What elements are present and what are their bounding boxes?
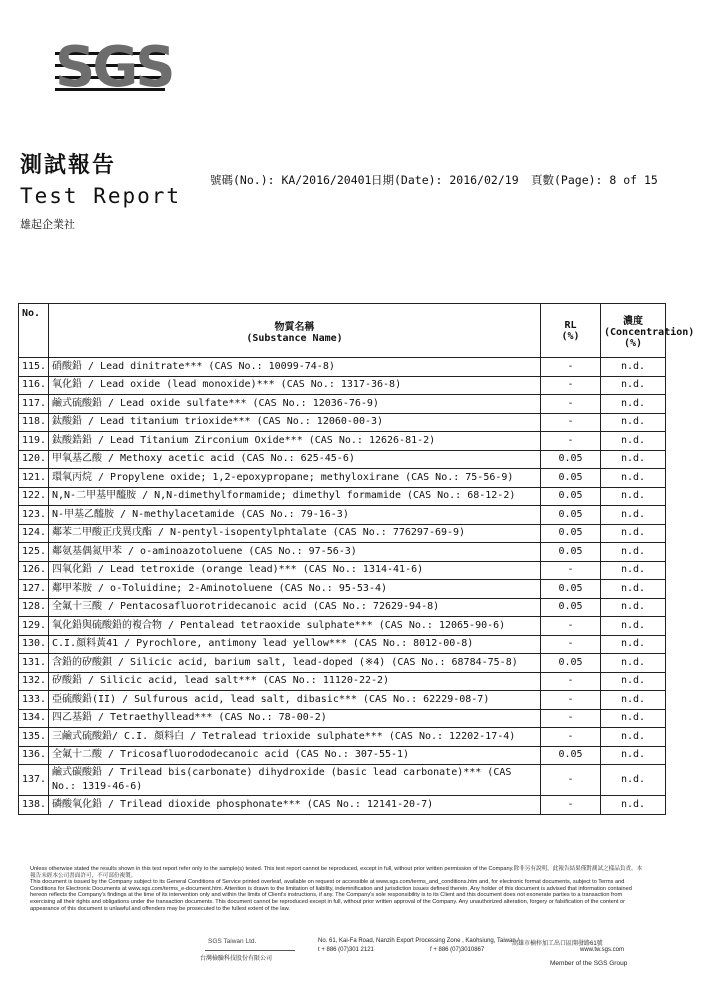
row-number: 121. <box>19 469 49 488</box>
row-number: 118. <box>19 413 49 432</box>
table-row <box>19 358 666 377</box>
row-rl: - <box>541 617 601 636</box>
row-substance: 鈦酸鉛 / Lead titanium trioxide*** (CAS No.: 12060-00-3) <box>49 413 541 432</box>
row-number: 126. <box>19 561 49 580</box>
row-concentration: n.d. <box>601 376 666 395</box>
row-concentration: n.d. <box>601 728 666 747</box>
row-substance: 三鹼式硫酸鉛/ C.I. 顏料白 / Tetralead trioxide sulphate*** (CAS No.: 12202-17-4) <box>49 728 541 747</box>
row-substance: 四氧化鉛 / Lead tetroxide (orange lead)*** (CAS No.: 1314-41-6) <box>49 561 541 580</box>
row-concentration: n.d. <box>601 672 666 691</box>
row-number: 123. <box>19 506 49 525</box>
header-substance-en: (Substance Name) <box>246 332 343 344</box>
row-concentration: n.d. <box>601 561 666 580</box>
row-concentration: n.d. <box>601 506 666 525</box>
row-concentration: n.d. <box>601 654 666 673</box>
row-rl: - <box>541 672 601 691</box>
row-concentration: n.d. <box>601 598 666 617</box>
row-rl: - <box>541 413 601 432</box>
row-substance: 鄰氨基偶氮甲苯 / o-aminoazotoluene (CAS No.: 97-56-3) <box>49 543 541 562</box>
row-number: 127. <box>19 580 49 599</box>
header-conc-cn: 濃度 <box>623 316 643 327</box>
row-substance: 硝酸鉛 / Lead dinitrate*** (CAS No.: 10099-74-8) <box>49 358 541 377</box>
row-substance: 鹼式硫酸鉛 / Lead oxide sulfate*** (CAS No.: 12036-76-9) <box>49 395 541 414</box>
disclaimer-terms: This document is issued by the Company subject to its General Conditions of Service printed overleaf, available on request or accessible at www.sgs.com/terms_and_conditions.htm and, for electronic format documents, subject to Terms and Conditions for Electronic Documents at www.sgs.com/terms_e-document.htm. Attention is drawn to the limitation of liability, indemnification and jurisdiction issues defined therein. Any holder of this document is advised that information contained hereon reflects the Company's findings at the time of its intervention only and within the limits of Client's instructions, if any. The Company's sole responsibility is to its Client and this document does not exonerate parties to a transaction from exercising all their rights and obligations under the transaction documents. This document cannot be reproduced except in full, without prior written approval of the Company. Any unauthorized alteration, forgery or falsification of the content or appearance of this document is unlawful and offenders may be prosecuted to the fullest extent of the law. <box>30 879 632 912</box>
lab-website: www.tw.sgs.com <box>580 947 625 953</box>
table-row <box>19 376 666 395</box>
logo-text: SGS <box>55 35 173 100</box>
row-concentration: n.d. <box>601 487 666 506</box>
table-row <box>19 506 666 525</box>
row-substance: 氧化鉛與硫酸鉛的複合物 / Pentalead tetraoxide sulphate*** (CAS No.: 12065-90-6) <box>49 617 541 636</box>
lab-fax: f + 886 (07)3010867 <box>430 947 485 953</box>
row-rl: - <box>541 709 601 728</box>
row-concentration: n.d. <box>601 617 666 636</box>
report-page: 頁數(Page): 8 of 15 <box>531 173 658 187</box>
row-substance: 鈦酸鋯鉛 / Lead Titanium Zirconium Oxide*** (CAS No.: 12626-81-2) <box>49 432 541 451</box>
footer-divider <box>205 950 295 951</box>
table-row <box>19 450 666 469</box>
table-row <box>19 395 666 414</box>
row-number: 122. <box>19 487 49 506</box>
row-concentration: n.d. <box>601 709 666 728</box>
table-row <box>19 580 666 599</box>
row-substance: 全氟十二酸 / Tricosafluorododecanoic acid (CAS No.: 307-55-1) <box>49 746 541 765</box>
header-no: No. <box>19 304 49 358</box>
row-substance: N-甲基乙醯胺 / N-methylacetamide (CAS No.: 79-16-3) <box>49 506 541 525</box>
row-rl: 0.05 <box>541 450 601 469</box>
row-rl: - <box>541 765 601 796</box>
row-concentration: n.d. <box>601 691 666 710</box>
table-row <box>19 709 666 728</box>
row-rl: 0.05 <box>541 506 601 525</box>
row-substance: 氧化鉛 / Lead oxide (lead monoxide)*** (CAS No.: 1317-36-8) <box>49 376 541 395</box>
table-row <box>19 672 666 691</box>
lab-address-cn: 高雄市楠梓加工出口區開發路61號 <box>512 941 603 947</box>
row-rl: - <box>541 635 601 654</box>
row-rl: 0.05 <box>541 598 601 617</box>
row-concentration: n.d. <box>601 450 666 469</box>
row-concentration: n.d. <box>601 358 666 377</box>
company-name: 雄起企業社 <box>20 218 75 231</box>
table-row <box>19 654 666 673</box>
row-number: 130. <box>19 635 49 654</box>
row-substance: 四乙基鉛 / Tetraethyllead*** (CAS No.: 78-00-2) <box>49 709 541 728</box>
sgs-logo <box>55 35 173 100</box>
footer-disclaimer <box>30 866 645 912</box>
table-row <box>19 728 666 747</box>
row-concentration: n.d. <box>601 524 666 543</box>
row-number: 125. <box>19 543 49 562</box>
row-concentration: n.d. <box>601 413 666 432</box>
header-substance-cn: 物質名稱 <box>274 321 315 333</box>
row-substance: 亞硫酸鉛(II) / Sulfurous acid, lead salt, dibasic*** (CAS No.: 62229-08-7) <box>49 691 541 710</box>
row-rl: 0.05 <box>541 469 601 488</box>
table-row <box>19 617 666 636</box>
row-concentration: n.d. <box>601 746 666 765</box>
row-number: 133. <box>19 691 49 710</box>
row-number: 132. <box>19 672 49 691</box>
table-row <box>19 691 666 710</box>
table-header-row <box>19 304 666 358</box>
table-row <box>19 598 666 617</box>
row-substance: 含鉛的矽酸鋇 / Silicic acid, barium salt, lead-doped (※4) (CAS No.: 68784-75-8) <box>49 654 541 673</box>
lab-telephone: t + 886 (07)301 2121 <box>318 947 374 953</box>
row-number: 137. <box>19 765 49 796</box>
row-concentration: n.d. <box>601 432 666 451</box>
header-rl <box>541 304 601 358</box>
row-number: 119. <box>19 432 49 451</box>
row-concentration: n.d. <box>601 580 666 599</box>
row-number: 129. <box>19 617 49 636</box>
lab-address: No. 61, Kai-Fa Road, Nanzih Export Processing Zone , Kaohsiung, Taiwan / <box>318 938 519 944</box>
row-rl: 0.05 <box>541 580 601 599</box>
table-row <box>19 796 666 815</box>
table-row <box>19 635 666 654</box>
row-number: 136. <box>19 746 49 765</box>
table-row <box>19 469 666 488</box>
row-number: 131. <box>19 654 49 673</box>
row-rl: - <box>541 796 601 815</box>
table-row <box>19 524 666 543</box>
row-number: 138. <box>19 796 49 815</box>
row-number: 128. <box>19 598 49 617</box>
row-substance: C.I.顏料黃41 / Pyrochlore, antimony lead yellow*** (CAS No.: 8012-00-8) <box>49 635 541 654</box>
header-concentration <box>601 304 695 358</box>
table-row <box>19 543 666 562</box>
row-concentration: n.d. <box>601 543 666 562</box>
row-number: 124. <box>19 524 49 543</box>
row-substance: 鄰苯二甲酸正戊異戊酯 / N-pentyl-isopentylphtalate (CAS No.: 776297-69-9) <box>49 524 541 543</box>
row-rl: - <box>541 432 601 451</box>
row-concentration: n.d. <box>601 469 666 488</box>
table-row <box>19 487 666 506</box>
row-number: 115. <box>19 358 49 377</box>
table-row <box>19 746 666 765</box>
row-substance: 全氟十三酸 / Pentacosafluorotridecanoic acid (CAS No.: 72629-94-8) <box>49 598 541 617</box>
lab-name-cn: 台灣檢驗科技股份有限公司 <box>200 956 273 962</box>
row-number: 120. <box>19 450 49 469</box>
row-substance: 矽酸鉛 / Silicic acid, lead salt*** (CAS No.: 11120-22-2) <box>49 672 541 691</box>
row-rl: 0.05 <box>541 654 601 673</box>
row-rl: - <box>541 376 601 395</box>
row-concentration: n.d. <box>601 765 666 796</box>
row-substance: 鄰甲苯胺 / o-Toluidine; 2-Aminotoluene (CAS No.: 95-53-4) <box>49 580 541 599</box>
title-chinese: 測試報告 <box>20 152 117 178</box>
row-substance: N,N-二甲基甲醯胺 / N,N-dimethylformamide; dimethyl formamide (CAS No.: 68-12-2) <box>49 487 541 506</box>
row-number: 116. <box>19 376 49 395</box>
header-rl-label: RL <box>564 319 577 331</box>
header-substance <box>49 304 541 358</box>
header-rl-unit: (%) <box>561 330 580 342</box>
row-rl: - <box>541 358 601 377</box>
member-of-group: Member of the SGS Group <box>550 960 628 967</box>
row-rl: - <box>541 561 601 580</box>
header-conc-unit: (%) <box>623 338 643 349</box>
row-number: 134. <box>19 709 49 728</box>
row-rl: 0.05 <box>541 746 601 765</box>
table-row <box>19 561 666 580</box>
title-english: Test Report <box>20 184 182 208</box>
row-rl: - <box>541 728 601 747</box>
row-concentration: n.d. <box>601 796 666 815</box>
substance-table <box>18 303 695 815</box>
row-substance: 磷酸氧化鉛 / Trilead dioxide phosphonate*** (CAS No.: 12141-20-7) <box>49 796 541 815</box>
row-rl: - <box>541 691 601 710</box>
table-row <box>19 432 666 451</box>
table-row <box>19 765 666 796</box>
report-number: 號碼(No.): KA/2016/20401 <box>210 173 372 187</box>
row-substance: 鹼式碳酸鉛 / Trilead bis(carbonate) dihydroxide (basic lead carbonate)*** (CAS No.: 1319-46-6) <box>49 765 541 796</box>
row-rl: - <box>541 395 601 414</box>
disclaimer-results: Unless otherwise stated the results shown in this test report refer only to the sample(s) tested. This test report cannot be reproduced, except in full, without prior written permission of the Company.除非另有說明，此報告結果僅對測試之樣品負責。本報告未經本公司書面許可，不可部份複製。 <box>30 866 643 879</box>
row-number: 117. <box>19 395 49 414</box>
row-substance: 環氧丙烷 / Propylene oxide; 1,2-epoxypropane; methyloxirane (CAS No.: 75-56-9) <box>49 469 541 488</box>
table-row <box>19 413 666 432</box>
row-concentration: n.d. <box>601 395 666 414</box>
row-substance: 甲氧基乙酸 / Methoxy acetic acid (CAS No.: 625-45-6) <box>49 450 541 469</box>
row-rl: 0.05 <box>541 543 601 562</box>
row-rl: 0.05 <box>541 524 601 543</box>
row-number: 135. <box>19 728 49 747</box>
row-concentration: n.d. <box>601 635 666 654</box>
row-rl: 0.05 <box>541 487 601 506</box>
report-date: 日期(Date): 2016/02/19 <box>371 173 519 187</box>
lab-name-en: SGS Taiwan Ltd. <box>208 938 257 945</box>
header-conc-en: (Concentration) <box>604 327 695 338</box>
